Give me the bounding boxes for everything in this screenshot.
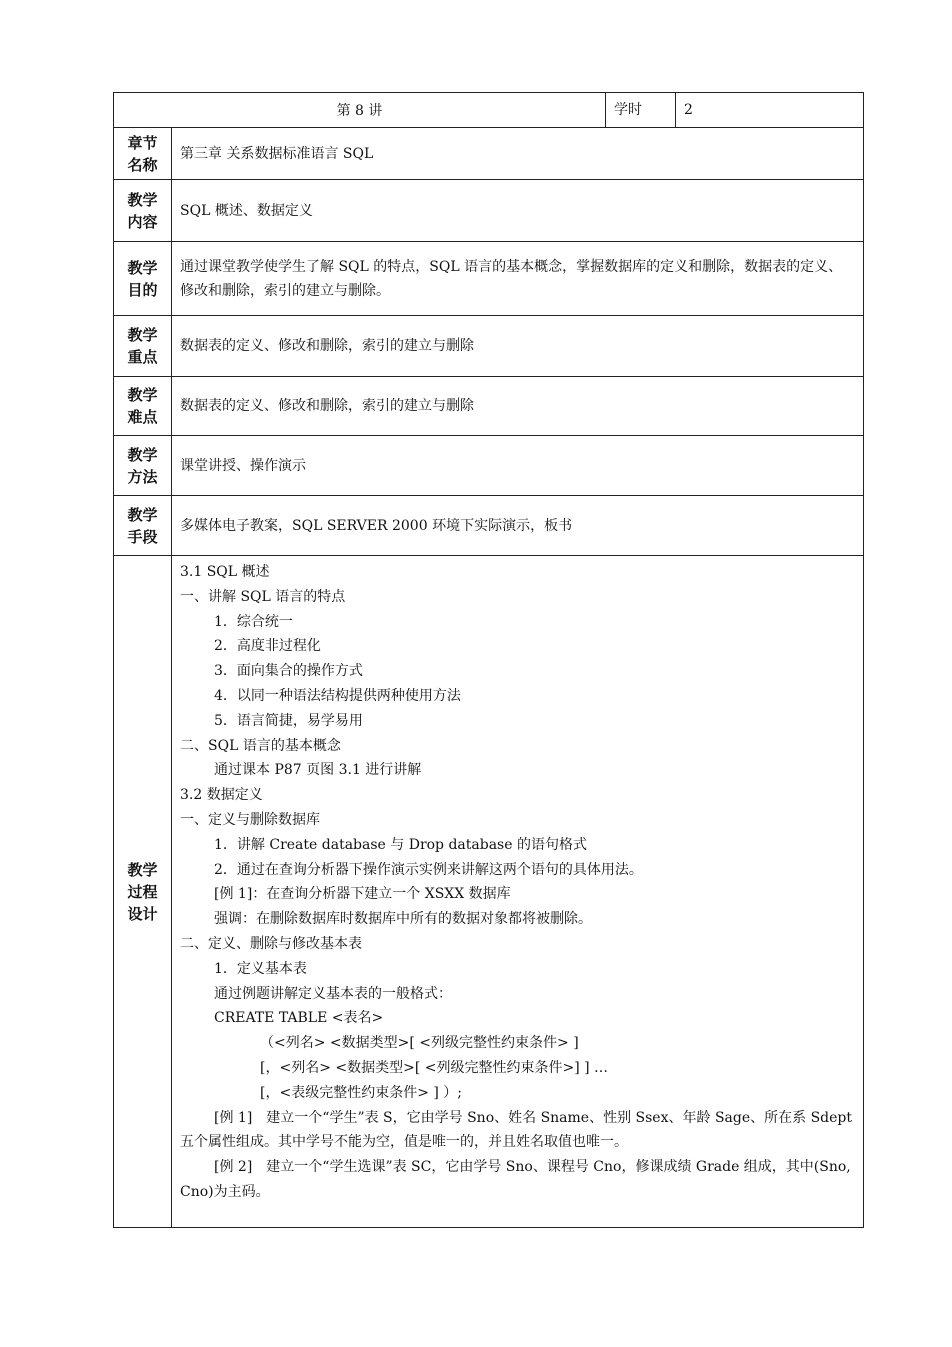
- row-process: [114, 556, 864, 1228]
- process-content: [172, 556, 864, 1228]
- process-line: 二、定义、删除与修改基本表: [180, 935, 362, 952]
- row-label: 教学 重点: [114, 316, 172, 377]
- process-line: 通过例题讲解定义基本表的一般格式：: [214, 985, 452, 1002]
- row-label: 教学 内容: [114, 180, 172, 242]
- process-line: （<列名> <数据类型>[ <列级完整性约束条件> ]: [260, 1035, 579, 1052]
- process-line: 2．通过在查询分析器下操作演示实例来讲解这两个语句的具体用法。: [214, 861, 643, 878]
- row-content: 通过课堂教学使学生了解 SQL 的特点，SQL 语言的基本概念，掌握数据库的定义和删除，数据表的定义、修改和删除，索引的建立与删除。: [172, 242, 864, 316]
- header-row: [114, 93, 864, 128]
- hours-value: 2: [676, 93, 864, 128]
- process-line: 3.1 SQL 概述: [180, 564, 270, 580]
- process-line: 1．讲解 Create database 与 Drop database 的语句格式: [214, 836, 587, 853]
- row-label: 教学 目的: [114, 242, 172, 316]
- process-line: 4．以同一种语法结构提供两种使用方法: [214, 687, 461, 704]
- process-line: 3.2 数据定义: [180, 787, 263, 804]
- process-line: [，<表级完整性约束条件> ] ）;: [260, 1084, 463, 1101]
- process-line: [，<列名> <数据类型>[ <列级完整性约束条件>] ] …: [260, 1059, 609, 1076]
- row-key-points: [114, 316, 864, 377]
- row-content: 课堂讲授、操作演示: [172, 436, 864, 496]
- row-label: 教学 手段: [114, 496, 172, 556]
- row-content: 数据表的定义、修改和删除，索引的建立与删除: [172, 316, 864, 377]
- row-content: SQL 概述、数据定义: [172, 180, 864, 242]
- process-line: [例 1] 建立一个“学生”表 S，它由学号 Sno、姓名 Sname、性别 Ssex、年龄 Sage、所在系 Sdept 五个属性组成。其中学号不能为空，值是唯一的，并且姓名取值也唯一。: [180, 1109, 853, 1151]
- process-line: 通过课本 P87 页图 3.1 进行讲解: [214, 762, 422, 779]
- row-content-topic: [114, 180, 864, 242]
- row-label: 教学 难点: [114, 377, 172, 436]
- process-line: [例 2] 建立一个“学生选课”表 SC，它由学号 Sno、课程号 Cno，修课成绩 Grade 组成，其中(Sno, Cno)为主码。: [180, 1159, 851, 1200]
- row-label: 章节 名称: [114, 128, 172, 180]
- process-line: 2．高度非过程化: [214, 638, 321, 655]
- row-content: 第三章 关系数据标准语言 SQL: [172, 128, 864, 180]
- hours-label: 学时: [606, 93, 676, 128]
- process-line: 3．面向集合的操作方式: [214, 663, 363, 680]
- row-means: [114, 496, 864, 556]
- process-line: 二、SQL 语言的基本概念: [180, 737, 341, 754]
- lesson-plan-table: [113, 92, 864, 1228]
- row-method: [114, 436, 864, 496]
- row-chapter: [114, 128, 864, 180]
- row-label: 教学 过程 设计: [114, 556, 172, 1228]
- row-difficulties: [114, 377, 864, 436]
- row-objective: [114, 242, 864, 316]
- process-line: CREATE TABLE <表名>: [214, 1010, 384, 1027]
- process-line: [例 1]：在查询分析器下建立一个 XSXX 数据库: [214, 886, 511, 903]
- process-line: 强调：在删除数据库时数据库中所有的数据对象都将被删除。: [214, 911, 592, 928]
- process-line: 1．综合统一: [214, 613, 293, 630]
- row-label: 教学 方法: [114, 436, 172, 496]
- row-content: 多媒体电子教案，SQL SERVER 2000 环境下实际演示，板书: [172, 496, 864, 556]
- process-line: 5．语言简捷，易学易用: [214, 712, 363, 729]
- process-line: 一、定义与删除数据库: [180, 811, 320, 828]
- lecture-number: 第 8 讲: [114, 93, 606, 128]
- process-line: 1．定义基本表: [214, 960, 307, 977]
- process-line: 一、讲解 SQL 语言的特点: [180, 588, 346, 605]
- row-content: 数据表的定义、修改和删除，索引的建立与删除: [172, 377, 864, 436]
